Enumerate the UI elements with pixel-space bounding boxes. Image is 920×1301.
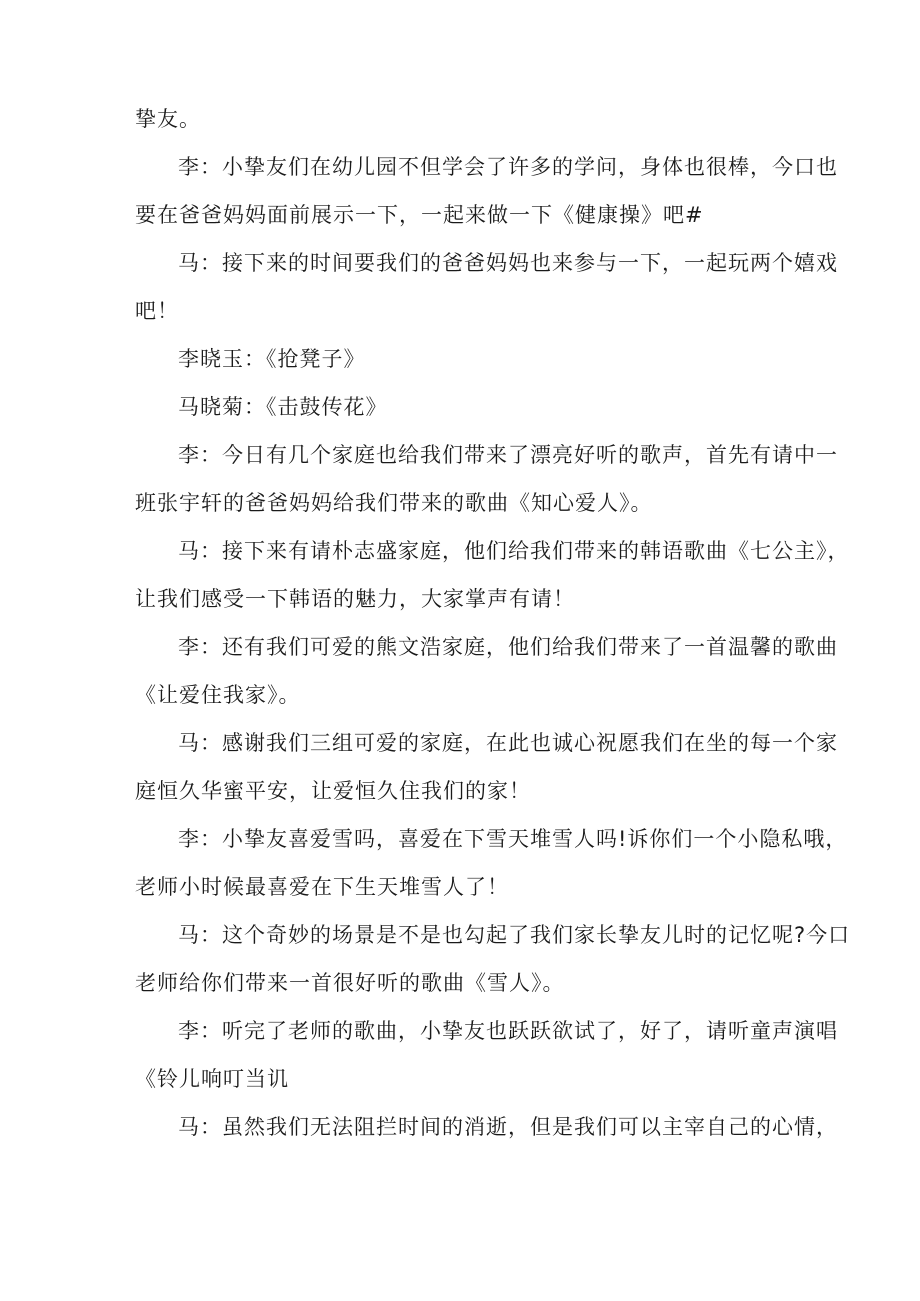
text-line: 李：听完了老师的歌曲，小挚友也跃跃欲试了，好了，请听童声演唱	[178, 1019, 838, 1043]
text-line: 马：这个奇妙的场景是不是也勾起了我们家长挚友儿时的记忆呢?今口	[178, 923, 851, 947]
text-line: 马：感谢我们三组可爱的家庭，在此也诚心祝愿我们在坐的每一个家	[178, 731, 838, 755]
text-line: 李：今日有几个家庭也给我们带来了漂亮好听的歌声，首先有请中一	[178, 443, 838, 467]
text-line: 马：虽然我们无法阻拦时间的消逝，但是我们可以主宰自己的心情，	[178, 1115, 838, 1139]
text-line: 李：小挚友们在幼儿园不但学会了许多的学问，身体也很棒，今口也	[178, 155, 838, 179]
text-line: 老师小时候最喜爱在下生天堆雪人了！	[135, 875, 509, 899]
text-line: 马晓菊：《击鼓传花》	[178, 395, 388, 419]
text-line: 《让爱住我家》。	[135, 683, 301, 707]
text-line: 让我们感受一下韩语的魅力，大家掌声有请！	[135, 587, 575, 611]
text-line: 马：接下来有请朴志盛家庭，他们给我们带来的韩语歌曲《七公主》，	[178, 539, 850, 563]
text-line: 要在爸爸妈妈面前展示一下，一起来做一下《健康操》吧#	[135, 203, 704, 227]
text-line: 李晓玉：《抢凳子》	[178, 347, 366, 371]
text-line: 李：还有我们可爱的熊文浩家庭，他们给我们带来了一首温馨的歌曲	[178, 635, 838, 659]
text-line: 吧！	[135, 299, 179, 323]
text-line: 老师给你们带来一首很好听的歌曲《雪人》。	[135, 971, 565, 995]
text-line: 挚友。	[135, 107, 201, 131]
text-line: 庭恒久华蜜平安，让爱恒久住我们的家！	[135, 779, 531, 803]
text-line: 李：小挚友喜爱雪吗，喜爱在下雪天堆雪人吗!诉你们一个小隐私哦，	[178, 827, 848, 851]
text-line: 《铃儿响叮当讥	[135, 1067, 289, 1091]
text-line: 班张宇轩的爸爸妈妈给我们带来的歌曲《知心爱人》。	[135, 491, 653, 515]
text-line: 马：接下来的时间要我们的爸爸妈妈也来参与一下，一起玩两个嬉戏	[178, 251, 838, 275]
